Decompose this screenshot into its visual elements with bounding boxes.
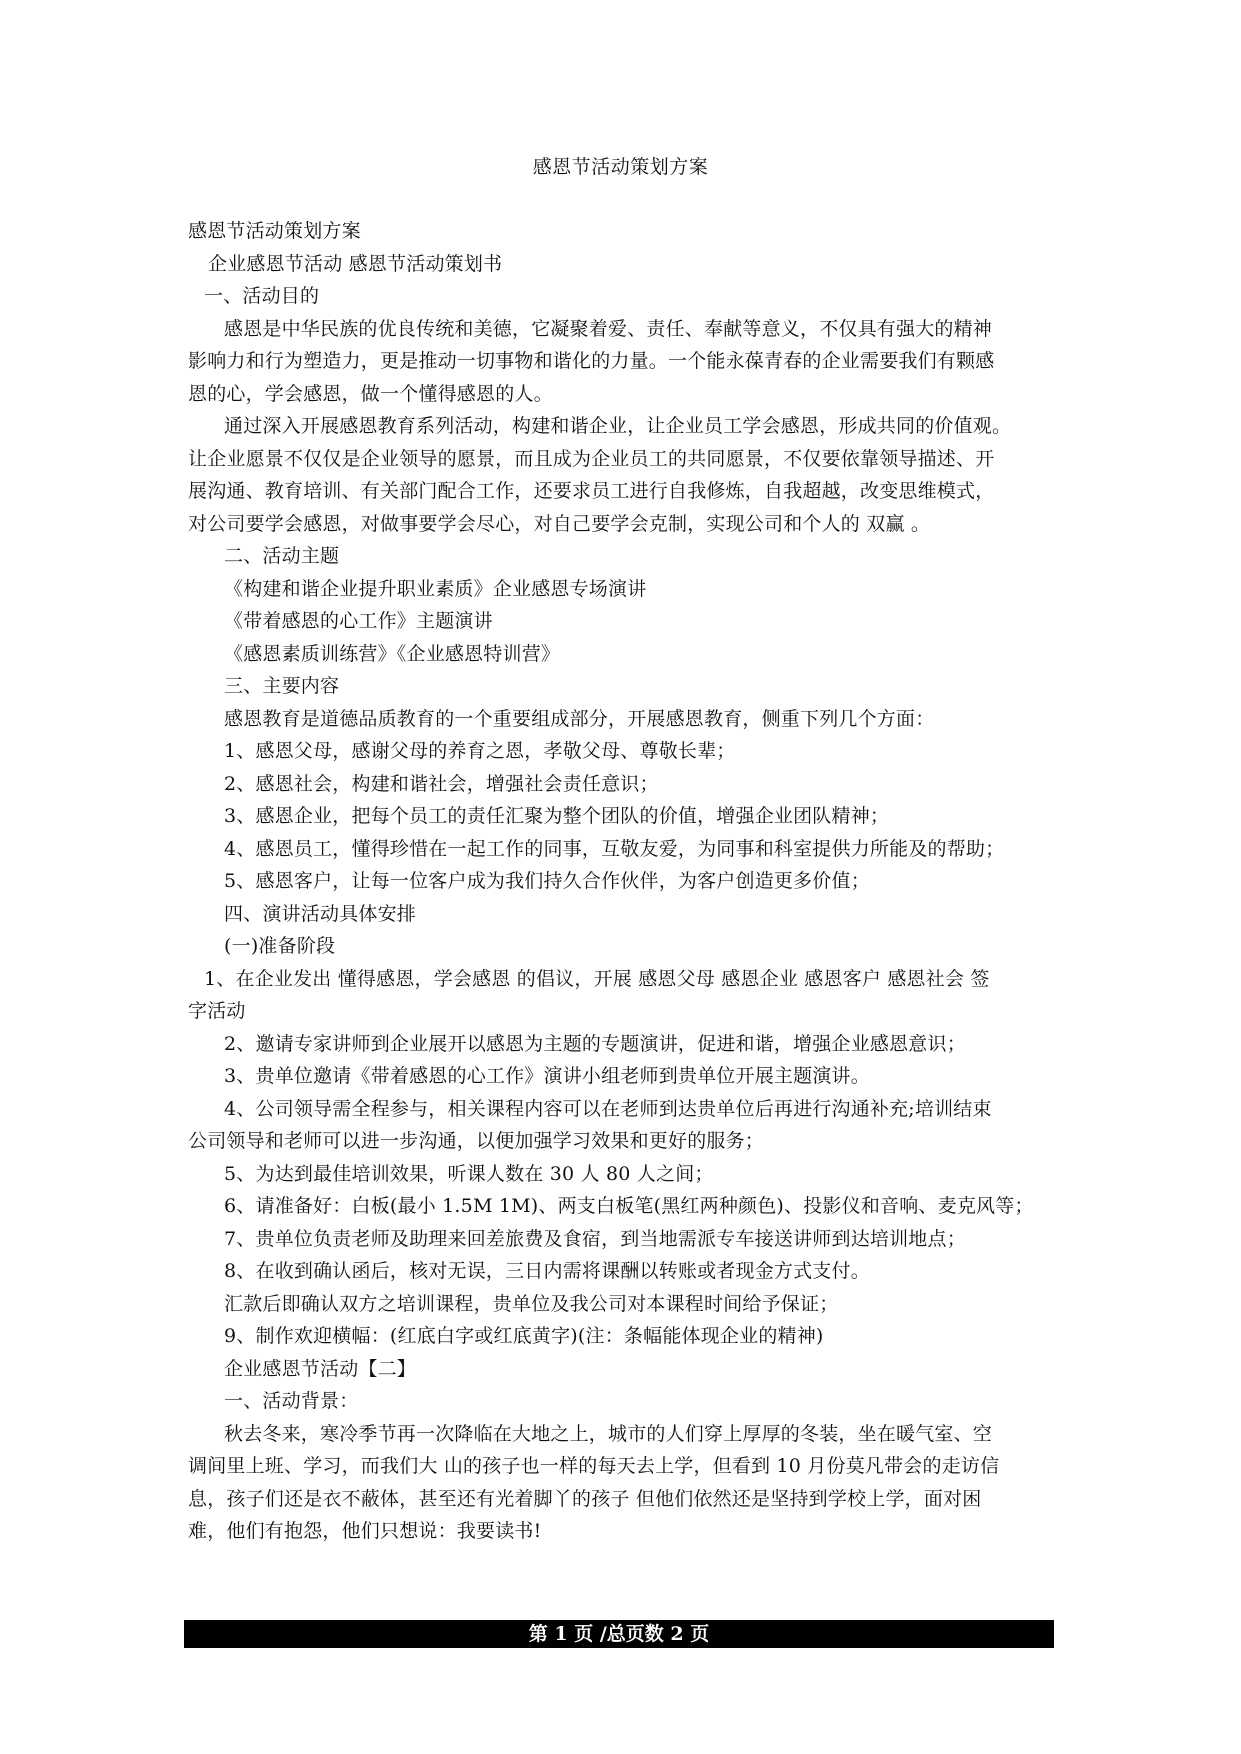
paragraph-line: 调间里上班、学习，而我们大 山的孩子也一样的每天去上学，但看到 10 月份莫凡带会的走访信 <box>188 1455 1000 1477</box>
paragraph-line: 让企业愿景不仅仅是企业领导的愿景，而且成为企业员工的共同愿景，不仅要依靠领导描述、开 <box>188 447 995 470</box>
section-heading: 三、主要内容 <box>224 675 340 697</box>
section-heading: 企业感恩节活动【二】 <box>224 1357 417 1380</box>
section-heading: 二、活动主题 <box>224 545 340 567</box>
document-body <box>188 215 1068 1548</box>
section-heading: 一、活动背景： <box>224 1390 359 1412</box>
list-item: 《感恩素质训练营》《企业感恩特训营》 <box>224 642 561 665</box>
list-item-continuation: 字活动 <box>188 1000 246 1022</box>
paragraph-line: 恩的心，学会感恩，做一个懂得感恩的人。 <box>188 382 553 405</box>
list-item: 8、在收到确认函后，核对无误，三日内需将课酬以转账或者现金方式支付。 <box>224 1260 870 1282</box>
paragraph-heading: 感恩节活动策划方案 <box>188 220 361 242</box>
list-item: 《构建和谐企业提升职业素质》企业感恩专场演讲 <box>224 577 647 600</box>
list-item: 4、感恩员工，懂得珍惜在一起工作的同事，互敬友爱，为同事和科室提供力所能及的帮助； <box>224 837 1005 860</box>
page-number-label: 第 1 页 /总页数 2 页 <box>528 1623 710 1645</box>
list-item: 《带着感恩的心工作》主题演讲 <box>224 610 493 632</box>
paragraph-line: 影响力和行为塑造力，更是推动一切事物和谐化的力量。一个能永葆青春的企业需要我们有颗感 <box>188 350 995 372</box>
paragraph-line: 展沟通、教育培训、有关部门配合工作，还要求员工进行自我修炼，自我超越，改变思维模式， <box>188 480 995 502</box>
paragraph-line: 息，孩子们还是衣不蔽体，甚至还有光着脚丫的孩子 但他们依然还是坚持到学校上学，面对困 <box>188 1487 982 1510</box>
paragraph-line: 秋去冬来，寒冷季节再一次降临在大地之上，城市的人们穿上厚厚的冬装，坐在暖气室、空 <box>224 1422 993 1445</box>
list-item: 1、感恩父母，感谢父母的养育之恩，孝敬父母、尊敬长辈； <box>224 740 736 762</box>
subsection-heading: (一)准备阶段 <box>224 935 336 957</box>
page-footer <box>184 1620 1054 1648</box>
list-item: 2、感恩社会，构建和谐社会，增强社会责任意识； <box>224 772 659 795</box>
section-heading: 一、活动目的 <box>204 285 320 307</box>
list-item: 5、感恩客户，让每一位客户成为我们持久合作伙伴，为客户创造更多价值； <box>224 870 870 892</box>
list-item-continuation: 公司领导和老师可以进一步沟通，以便加强学习效果和更好的服务； <box>188 1130 765 1152</box>
list-item: 3、贵单位邀请《带着感恩的心工作》演讲小组老师到贵单位开展主题演讲。 <box>224 1065 870 1087</box>
list-item: 6、请准备好：白板(最小 1.5M 1M)、两支白板笔(黑红两种颜色)、投影仪和音响、麦克风等； <box>224 1195 1034 1217</box>
list-item: 4、公司领导需全程参与，相关课程内容可以在老师到达贵单位后再进行沟通补充;培训结束 <box>224 1097 992 1120</box>
paragraph-line: 通过深入开展感恩教育系列活动，构建和谐企业，让企业员工学会感恩，形成共同的价值观。 <box>224 415 1012 437</box>
list-item: 9、制作欢迎横幅：(红底白字或红底黄字)(注：条幅能体现企业的精神) <box>224 1325 824 1347</box>
paragraph-line: 感恩教育是道德品质教育的一个重要组成部分，开展感恩教育，侧重下列几个方面： <box>224 707 935 730</box>
paragraph-subtitle: 企业感恩节活动 感恩节活动策划书 <box>208 252 503 275</box>
section-heading: 四、演讲活动具体安排 <box>224 902 417 925</box>
paragraph-line: 难，他们有抱怨，他们只想说：我要读书! <box>188 1520 542 1542</box>
page-title: 感恩节活动策划方案 <box>532 156 709 178</box>
list-item: 1、在企业发出 懂得感恩，学会感恩 的倡议，开展 感恩父母 感恩企业 感恩客户 感恩社会 签 <box>204 967 990 990</box>
list-item: 7、贵单位负责老师及助理来回差旅费及食宿，到当地需派专车接送讲师到达培训地点； <box>224 1227 966 1250</box>
list-item: 2、邀请专家讲师到企业展开以感恩为主题的专题演讲，促进和谐，增强企业感恩意识； <box>224 1032 966 1055</box>
paragraph-line: 对公司要学会感恩，对做事要学会尽心，对自己要学会克制，实现公司和个人的 双赢 。 <box>188 512 931 535</box>
paragraph-line: 感恩是中华民族的优良传统和美德，它凝聚着爱、责任、奉献等意义，不仅具有强大的精神 <box>224 317 993 340</box>
list-item: 5、为达到最佳培训效果，听课人数在 30 人 80 人之间； <box>224 1162 714 1185</box>
list-item: 3、感恩企业，把每个员工的责任汇聚为整个团队的价值，增强企业团队精神； <box>224 805 890 827</box>
paragraph-line: 汇款后即确认双方之培训课程，贵单位及我公司对本课程时间给予保证； <box>224 1292 839 1315</box>
